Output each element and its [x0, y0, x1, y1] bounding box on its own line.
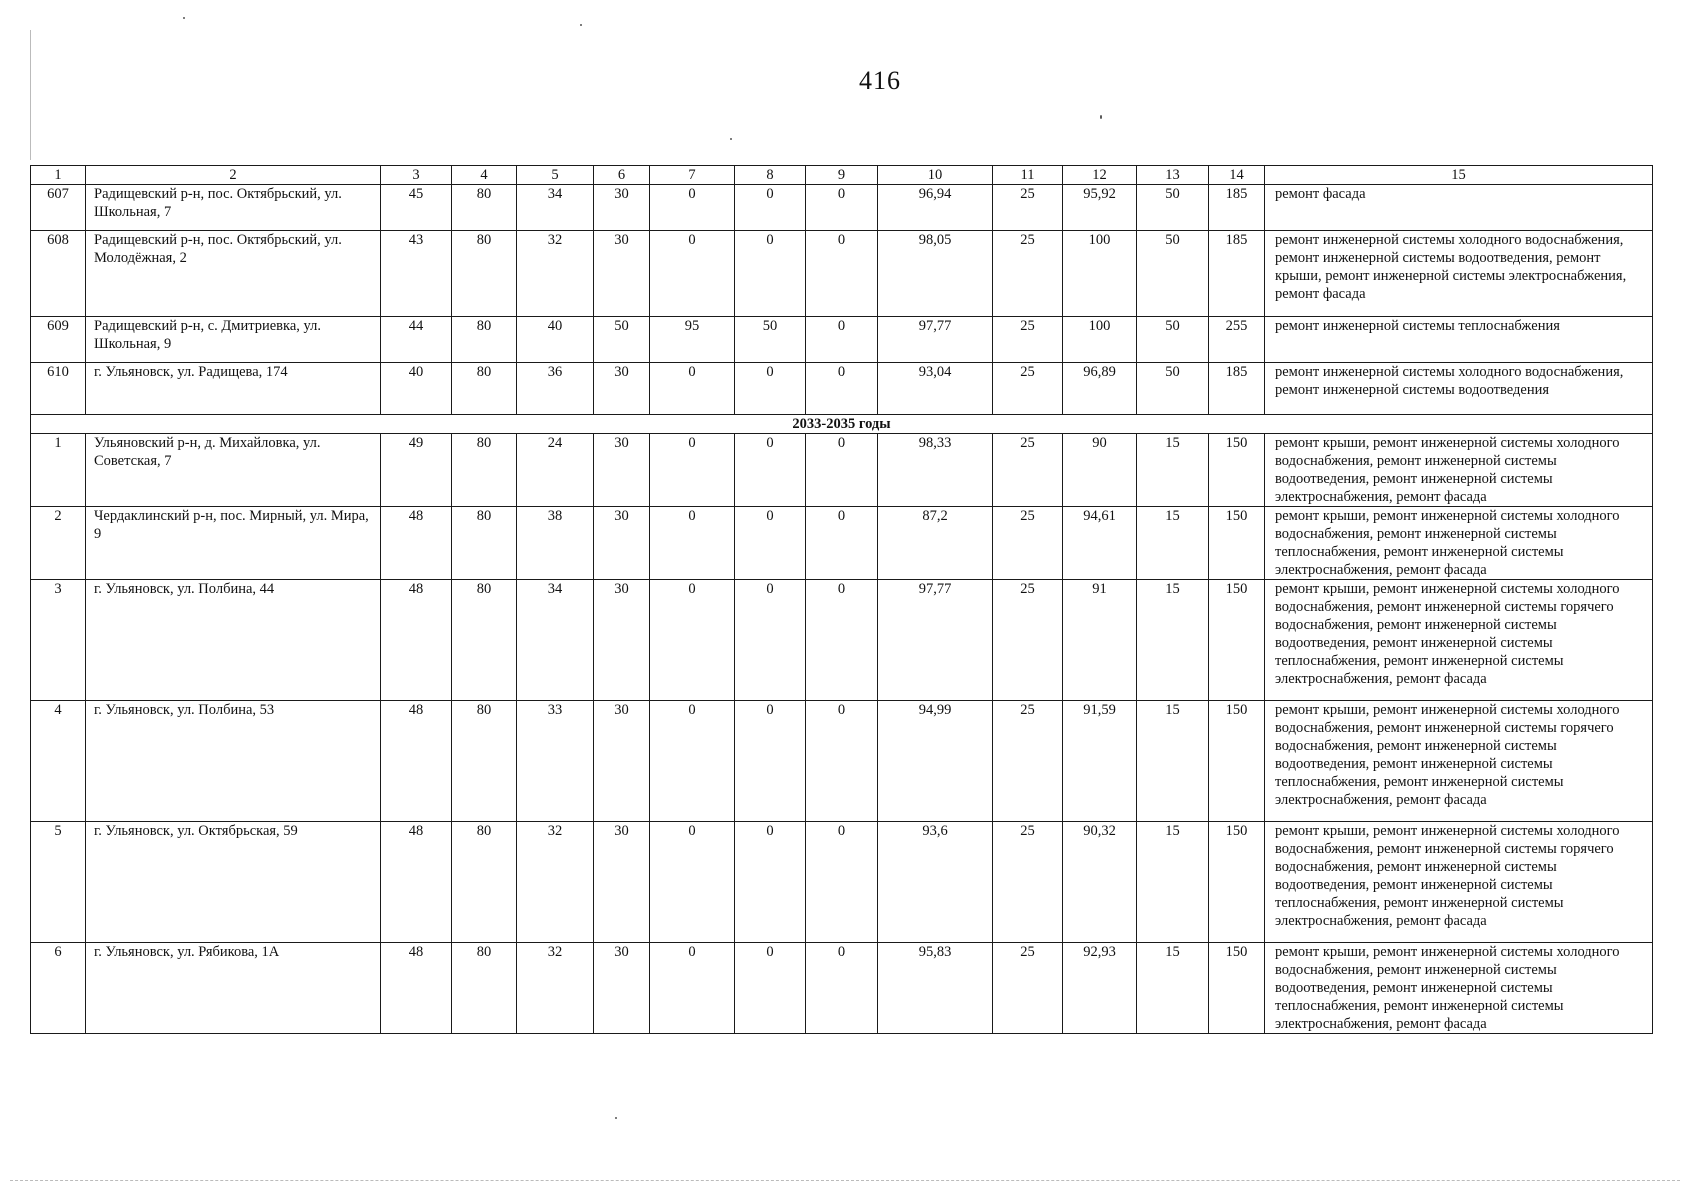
- col-6-value: 30: [594, 507, 650, 580]
- table-row: [31, 701, 1653, 822]
- col-4-value: 80: [452, 822, 517, 943]
- rows-before-section: [31, 185, 1653, 415]
- col-9-value: 0: [806, 363, 878, 415]
- col-4-value: 80: [452, 434, 517, 507]
- col-14-value: 185: [1209, 185, 1265, 231]
- col-10-value: 98,33: [878, 434, 993, 507]
- col-9-value: 0: [806, 822, 878, 943]
- col-11-value: 25: [993, 317, 1063, 363]
- col-10-value: 94,99: [878, 701, 993, 822]
- col-14-value: 150: [1209, 701, 1265, 822]
- col-14-value: 185: [1209, 231, 1265, 317]
- rows-after-section: [31, 434, 1653, 1034]
- address: Ульяновский р-н, д. Михайловка, ул. Советская, 7: [86, 434, 381, 507]
- col-10-value: 93,04: [878, 363, 993, 415]
- col-13-value: 15: [1137, 507, 1209, 580]
- col-13-value: 15: [1137, 943, 1209, 1034]
- repair-works: ремонт инженерной системы холодного водоснабжения, ремонт инженерной системы водоотведения: [1265, 363, 1653, 415]
- col-11-value: 25: [993, 507, 1063, 580]
- column-number-row: [31, 166, 1653, 185]
- row-number: 2: [31, 507, 86, 580]
- row-number: 610: [31, 363, 86, 415]
- col-4-value: 80: [452, 317, 517, 363]
- col-6-value: 30: [594, 822, 650, 943]
- col-8-value: 0: [735, 231, 806, 317]
- col-3-value: 44: [381, 317, 452, 363]
- scan-dust: [183, 17, 185, 19]
- col-7-value: 0: [650, 363, 735, 415]
- col-13-value: 50: [1137, 363, 1209, 415]
- col-9-value: 0: [806, 231, 878, 317]
- col-10-value: 95,83: [878, 943, 993, 1034]
- col-5-value: 40: [517, 317, 594, 363]
- table-row: [31, 363, 1653, 415]
- col-7-value: 0: [650, 185, 735, 231]
- col-10-value: 97,77: [878, 580, 993, 701]
- col-4-value: 80: [452, 701, 517, 822]
- col-4-value: 80: [452, 363, 517, 415]
- col-14-value: 185: [1209, 363, 1265, 415]
- col-10-value: 93,6: [878, 822, 993, 943]
- col-5-value: 34: [517, 580, 594, 701]
- repair-works: ремонт крыши, ремонт инженерной системы холодного водоснабжения, ремонт инженерной системы водоотведения, ремонт инженерной системы теплоснабжения, ремонт инженерной системы электроснабжения, ремонт фасада: [1265, 943, 1653, 1034]
- col-12-value: 90,32: [1063, 822, 1137, 943]
- column-header-15: 15: [1265, 166, 1653, 185]
- col-12-value: 100: [1063, 317, 1137, 363]
- repair-works: ремонт крыши, ремонт инженерной системы холодного водоснабжения, ремонт инженерной системы горячего водоснабжения, ремонт инженерной системы водоотведения, ремонт инженерной системы теплоснабжения, ремонт инженерной системы электроснабжения, ремонт фасада: [1265, 701, 1653, 822]
- row-number: 6: [31, 943, 86, 1034]
- row-number: 607: [31, 185, 86, 231]
- address: Радищевский р-н, пос. Октябрьский, ул. Молодёжная, 2: [86, 231, 381, 317]
- col-14-value: 150: [1209, 507, 1265, 580]
- address: г. Ульяновск, ул. Полбина, 53: [86, 701, 381, 822]
- col-12-value: 96,89: [1063, 363, 1137, 415]
- col-9-value: 0: [806, 434, 878, 507]
- col-9-value: 0: [806, 317, 878, 363]
- address: г. Ульяновск, ул. Полбина, 44: [86, 580, 381, 701]
- col-11-value: 25: [993, 363, 1063, 415]
- col-5-value: 32: [517, 822, 594, 943]
- col-13-value: 15: [1137, 580, 1209, 701]
- repair-works: ремонт инженерной системы холодного водоснабжения, ремонт инженерной системы водоотведения, ремонт крыши, ремонт инженерной системы электроснабжения, ремонт фасада: [1265, 231, 1653, 317]
- col-8-value: 0: [735, 580, 806, 701]
- col-8-value: 0: [735, 701, 806, 822]
- col-3-value: 45: [381, 185, 452, 231]
- col-10-value: 98,05: [878, 231, 993, 317]
- section-label: 2033-2035 годы: [31, 415, 1653, 434]
- col-13-value: 50: [1137, 185, 1209, 231]
- col-14-value: 150: [1209, 580, 1265, 701]
- column-header-5: 5: [517, 166, 594, 185]
- col-3-value: 48: [381, 822, 452, 943]
- col-13-value: 15: [1137, 701, 1209, 822]
- col-12-value: 92,93: [1063, 943, 1137, 1034]
- address: г. Ульяновск, ул. Радищева, 174: [86, 363, 381, 415]
- col-12-value: 91,59: [1063, 701, 1137, 822]
- column-header-4: 4: [452, 166, 517, 185]
- address: г. Ульяновск, ул. Октябрьская, 59: [86, 822, 381, 943]
- col-12-value: 95,92: [1063, 185, 1137, 231]
- col-5-value: 36: [517, 363, 594, 415]
- table-row: [31, 185, 1653, 231]
- col-7-value: 0: [650, 822, 735, 943]
- column-header-3: 3: [381, 166, 452, 185]
- col-11-value: 25: [993, 943, 1063, 1034]
- col-9-value: 0: [806, 943, 878, 1034]
- col-12-value: 100: [1063, 231, 1137, 317]
- col-11-value: 25: [993, 434, 1063, 507]
- col-9-value: 0: [806, 185, 878, 231]
- col-5-value: 33: [517, 701, 594, 822]
- col-3-value: 48: [381, 701, 452, 822]
- repair-works: ремонт крыши, ремонт инженерной системы холодного водоснабжения, ремонт инженерной системы горячего водоснабжения, ремонт инженерной системы водоотведения, ремонт инженерной системы теплоснабжения, ремонт инженерной системы электроснабжения, ремонт фасада: [1265, 580, 1653, 701]
- col-5-value: 24: [517, 434, 594, 507]
- repair-works: ремонт крыши, ремонт инженерной системы холодного водоснабжения, ремонт инженерной системы теплоснабжения, ремонт инженерной системы электроснабжения, ремонт фасада: [1265, 507, 1653, 580]
- row-number: 608: [31, 231, 86, 317]
- col-8-value: 0: [735, 822, 806, 943]
- column-header-13: 13: [1137, 166, 1209, 185]
- scan-dust: [580, 24, 582, 26]
- col-11-value: 25: [993, 822, 1063, 943]
- col-5-value: 34: [517, 185, 594, 231]
- column-header-7: 7: [650, 166, 735, 185]
- col-6-value: 30: [594, 943, 650, 1034]
- col-12-value: 91: [1063, 580, 1137, 701]
- col-8-value: 50: [735, 317, 806, 363]
- col-6-value: 30: [594, 185, 650, 231]
- section-header-row: [31, 415, 1653, 434]
- col-8-value: 0: [735, 363, 806, 415]
- column-header-14: 14: [1209, 166, 1265, 185]
- col-8-value: 0: [735, 943, 806, 1034]
- col-7-value: 0: [650, 701, 735, 822]
- col-8-value: 0: [735, 507, 806, 580]
- col-3-value: 43: [381, 231, 452, 317]
- col-3-value: 48: [381, 943, 452, 1034]
- scan-bottom-noise: [10, 1180, 1680, 1181]
- col-11-value: 25: [993, 701, 1063, 822]
- page-number: 416: [859, 66, 901, 95]
- col-3-value: 48: [381, 580, 452, 701]
- col-7-value: 0: [650, 580, 735, 701]
- col-4-value: 80: [452, 943, 517, 1034]
- col-7-value: 0: [650, 434, 735, 507]
- col-14-value: 150: [1209, 434, 1265, 507]
- col-13-value: 50: [1137, 317, 1209, 363]
- col-6-value: 30: [594, 231, 650, 317]
- table-row: [31, 943, 1653, 1034]
- column-header-1: 1: [31, 166, 86, 185]
- repair-register-table: [30, 165, 1653, 1034]
- row-number: 4: [31, 701, 86, 822]
- col-3-value: 40: [381, 363, 452, 415]
- col-6-value: 30: [594, 434, 650, 507]
- repair-works: ремонт крыши, ремонт инженерной системы холодного водоснабжения, ремонт инженерной системы горячего водоснабжения, ремонт инженерной системы водоотведения, ремонт инженерной системы теплоснабжения, ремонт инженерной системы электроснабжения, ремонт фасада: [1265, 822, 1653, 943]
- col-7-value: 95: [650, 317, 735, 363]
- repair-works: ремонт крыши, ремонт инженерной системы холодного водоснабжения, ремонт инженерной системы водоотведения, ремонт инженерной системы электроснабжения, ремонт фасада: [1265, 434, 1653, 507]
- column-header-11: 11: [993, 166, 1063, 185]
- col-5-value: 32: [517, 943, 594, 1034]
- col-14-value: 150: [1209, 943, 1265, 1034]
- address: Чердаклинский р-н, пос. Мирный, ул. Мира, 9: [86, 507, 381, 580]
- scan-dust: [615, 1117, 617, 1119]
- col-11-value: 25: [993, 580, 1063, 701]
- table-row: [31, 317, 1653, 363]
- address: Радищевский р-н, пос. Октябрьский, ул. Школьная, 7: [86, 185, 381, 231]
- repair-works: ремонт фасада: [1265, 185, 1653, 231]
- col-6-value: 30: [594, 580, 650, 701]
- row-number: 1: [31, 434, 86, 507]
- col-4-value: 80: [452, 231, 517, 317]
- row-number: 609: [31, 317, 86, 363]
- col-6-value: 50: [594, 317, 650, 363]
- scan-dust: [1100, 115, 1102, 119]
- address: Радищевский р-н, с. Дмитриевка, ул. Школьная, 9: [86, 317, 381, 363]
- col-10-value: 96,94: [878, 185, 993, 231]
- col-12-value: 90: [1063, 434, 1137, 507]
- col-7-value: 0: [650, 507, 735, 580]
- col-7-value: 0: [650, 231, 735, 317]
- col-6-value: 30: [594, 701, 650, 822]
- table-row: [31, 580, 1653, 701]
- scan-dust: [730, 138, 732, 140]
- col-4-value: 80: [452, 580, 517, 701]
- table-row: [31, 822, 1653, 943]
- table-row: [31, 507, 1653, 580]
- col-5-value: 32: [517, 231, 594, 317]
- repair-works: ремонт инженерной системы теплоснабжения: [1265, 317, 1653, 363]
- col-13-value: 15: [1137, 822, 1209, 943]
- col-10-value: 97,77: [878, 317, 993, 363]
- row-number: 3: [31, 580, 86, 701]
- col-3-value: 48: [381, 507, 452, 580]
- col-13-value: 50: [1137, 231, 1209, 317]
- column-header-9: 9: [806, 166, 878, 185]
- row-number: 5: [31, 822, 86, 943]
- col-14-value: 150: [1209, 822, 1265, 943]
- address: г. Ульяновск, ул. Рябикова, 1А: [86, 943, 381, 1034]
- col-10-value: 87,2: [878, 507, 993, 580]
- col-9-value: 0: [806, 701, 878, 822]
- column-header-6: 6: [594, 166, 650, 185]
- column-header-2: 2: [86, 166, 381, 185]
- col-7-value: 0: [650, 943, 735, 1034]
- table-row: [31, 434, 1653, 507]
- col-11-value: 25: [993, 231, 1063, 317]
- col-11-value: 25: [993, 185, 1063, 231]
- col-5-value: 38: [517, 507, 594, 580]
- col-13-value: 15: [1137, 434, 1209, 507]
- col-9-value: 0: [806, 580, 878, 701]
- column-header-12: 12: [1063, 166, 1137, 185]
- col-8-value: 0: [735, 434, 806, 507]
- col-12-value: 94,61: [1063, 507, 1137, 580]
- column-header-10: 10: [878, 166, 993, 185]
- col-8-value: 0: [735, 185, 806, 231]
- column-header-8: 8: [735, 166, 806, 185]
- col-9-value: 0: [806, 507, 878, 580]
- col-14-value: 255: [1209, 317, 1265, 363]
- table-row: [31, 231, 1653, 317]
- col-4-value: 80: [452, 185, 517, 231]
- col-3-value: 49: [381, 434, 452, 507]
- col-6-value: 30: [594, 363, 650, 415]
- col-4-value: 80: [452, 507, 517, 580]
